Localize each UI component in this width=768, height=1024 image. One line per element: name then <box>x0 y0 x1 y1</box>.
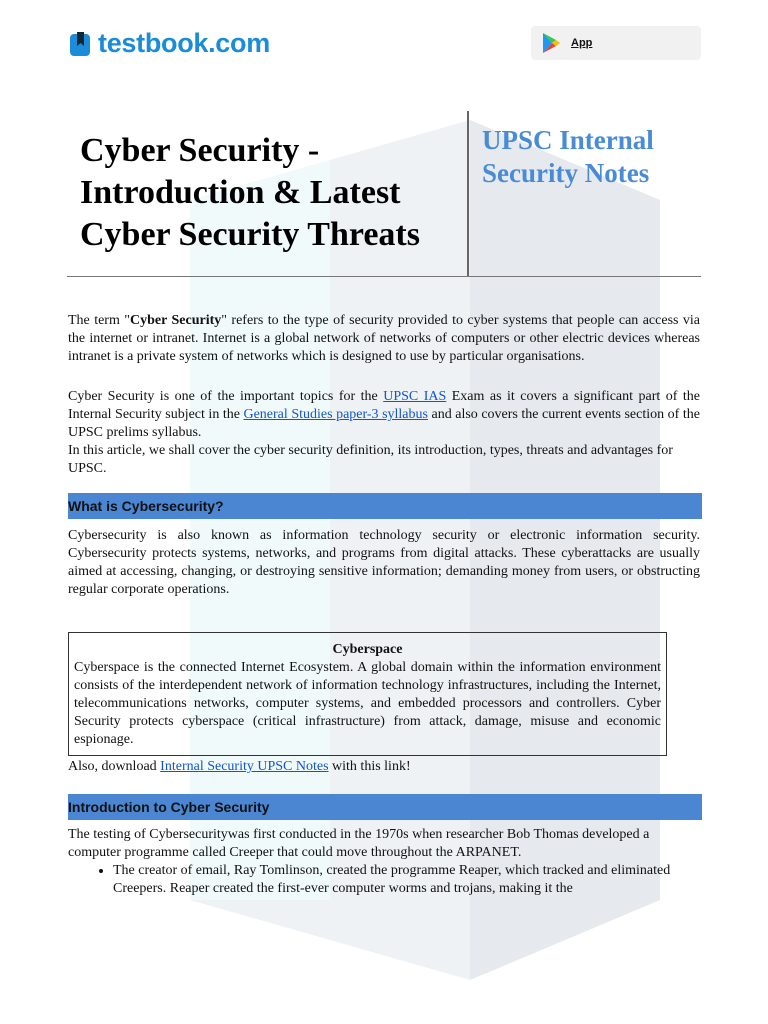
cyberspace-box-title: Cyberspace <box>332 642 403 657</box>
upsc-ias-link[interactable]: UPSC IAS <box>383 389 447 404</box>
app-label: App <box>571 37 593 49</box>
intro-text: and also covers the current events section of the UPSC prelims syllabus. <box>68 407 700 440</box>
internal-security-notes-link[interactable]: Internal Security UPSC Notes <box>160 759 329 774</box>
intro-paragraph-2 <box>68 388 700 442</box>
intro-text: " refers to the type of security provided to cyber systems that people can access via the internet or intranet. Internet is a global network of networks of computers or other electric devices whereas intranet is a private system of networks which is designed to use by particular organisations. <box>68 313 700 364</box>
google-play-icon <box>541 32 561 54</box>
document-body <box>68 312 700 898</box>
gs-paper3-link[interactable]: General Studies paper-3 syllabus <box>243 407 428 422</box>
introduction-bullets <box>68 862 700 898</box>
section-heading-text: Introduction to Cyber Security <box>68 799 270 815</box>
introduction-paragraph: The testing of Cybersecuritywas first conducted in the 1970s when researcher Bob Thomas developed a computer programme called Creeper that could move throughout the ARPANET. <box>68 827 650 860</box>
app-download-button[interactable] <box>531 26 701 60</box>
section-heading-what-is <box>68 493 702 519</box>
intro-text: Cyber Security is one of the important topics for the <box>68 389 384 404</box>
download-line <box>68 758 700 776</box>
section-heading-text: What is Cybersecurity? <box>68 498 224 514</box>
intro-paragraph-3: In this article, we shall cover the cyber security definition, its introduction, types, threats and advantages for UPSC. <box>68 443 673 476</box>
download-text: with this link! <box>328 759 411 774</box>
document-title: Cyber Security - Introduction & Latest Cyber Security Threats <box>80 132 420 253</box>
cyberspace-box <box>68 632 667 756</box>
testbook-logo-icon <box>68 30 92 58</box>
testbook-logo[interactable] <box>68 28 270 59</box>
logo-text: testbook.com <box>98 28 270 58</box>
side-title: UPSC Internal Security Notes <box>482 125 654 188</box>
intro-term: Cyber Security <box>130 313 222 328</box>
header-bar <box>0 0 768 90</box>
download-text: Also, download <box>68 759 161 774</box>
intro-paragraph-1 <box>68 312 700 366</box>
title-rule <box>67 276 701 277</box>
cyberspace-box-text: Cyberspace is the connected Internet Ecosystem. A global domain within the information environment consists of the interdependent network of information technology infrastructures, including the Internet, telecommunications networks, computer systems, and embedded processors and controllers. Cyber Security protects cyberspace (critical infrastructure) from attack, damage, misuse and economic espionage. <box>74 660 661 747</box>
title-divider <box>467 111 469 277</box>
cybersecurity-paragraph: Cybersecurity is also known as information technology security or electronic information security. Cybersecurity protects systems, networks, and programs from digital attacks. These cyberattacks are usually aimed at accessing, changing, or destroying sensitive information; demanding money from users, or obstructing regular corporate operations. <box>68 528 700 597</box>
intro-text: The term " <box>68 313 130 328</box>
intro-text: Exam as it covers a significant part of the Internal Security subject in the <box>68 389 700 422</box>
section-heading-introduction <box>68 794 702 820</box>
list-item: • The creator of email, Ray Tomlinson, created the programme Reaper, which tracked and eliminated Creepers. Reaper created the first-ever computer worms and trojans, making it the <box>113 862 700 898</box>
